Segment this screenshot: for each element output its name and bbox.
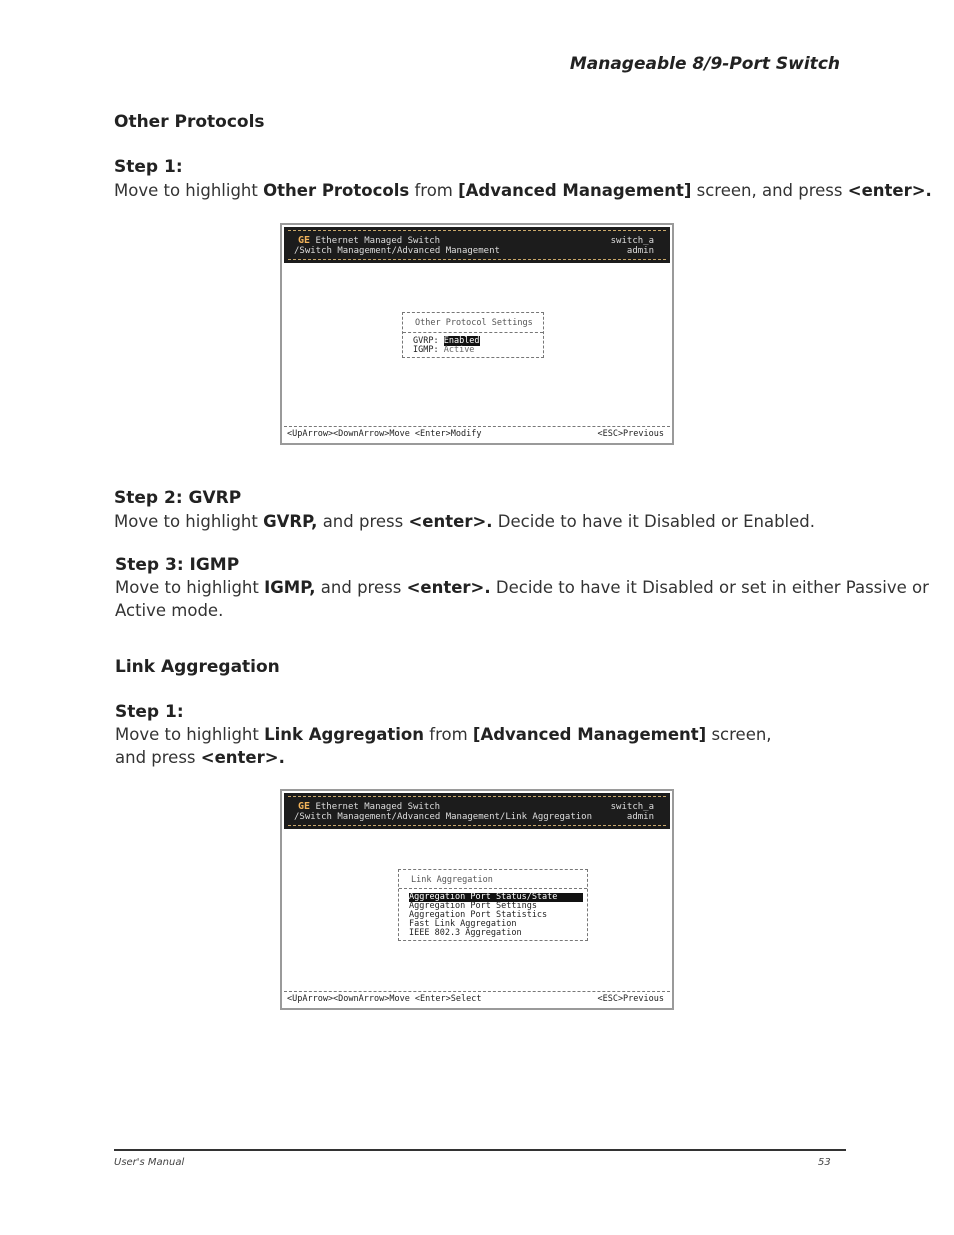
hostname: switch_a [610, 802, 654, 812]
section-heading-other-protocols: Other Protocols [114, 112, 265, 132]
setting-row-gvrp[interactable]: GVRP: Enabled [413, 336, 480, 346]
la-step1-label: Step 1: [115, 702, 184, 722]
menu-item[interactable]: Aggregation Port Statistics [409, 910, 548, 920]
box-title: Link Aggregation [411, 875, 493, 885]
setting-row-igmp[interactable]: IGMP: Active [413, 345, 475, 355]
settings-box [402, 312, 544, 358]
page-number: 53 [818, 1157, 831, 1168]
step2-text: Move to highlight GVRP, and press <enter>. Decide to have it Disabled or Enabled. [114, 512, 815, 531]
product-name: Ethernet Managed Switch [315, 802, 441, 812]
gvrp-value[interactable]: Enabled [443, 336, 480, 346]
footer-rule [114, 1149, 846, 1151]
terminal-footer [284, 426, 670, 441]
username: admin [626, 246, 654, 256]
ge-logo: GE [298, 801, 311, 812]
terminal-header [284, 793, 670, 829]
section-heading-link-aggregation: Link Aggregation [115, 657, 280, 677]
hostname: switch_a [610, 236, 654, 246]
footer-manual-label: User's Manual [114, 1157, 185, 1168]
la-step1-text: Move to highlight Link Aggregation from [Advanced Management] screen, and press <enter>. [115, 725, 772, 767]
footer-escape: <ESC>Previous [597, 994, 664, 1004]
menu-path: /Switch Management/Advanced Management [294, 246, 500, 256]
menu-path: /Switch Management/Advanced Management/Link Aggregation [294, 812, 593, 822]
box-title: Other Protocol Settings [415, 318, 533, 328]
menu-item[interactable]: Aggregation Port Status/State [409, 893, 583, 902]
igmp-value[interactable]: Active [443, 345, 475, 355]
terminal-header [284, 227, 670, 263]
step1-label: Step 1: [114, 157, 183, 177]
menu-item[interactable]: Fast Link Aggregation [409, 919, 517, 929]
step3-label: Step 3: IGMP [115, 555, 240, 575]
footer-keys: <UpArrow><DownArrow>Move <Enter>Select [287, 994, 482, 1004]
step2-label: Step 2: GVRP [114, 488, 242, 508]
step3-text: Move to highlight IGMP, and press <enter>. Decide to have it Disabled or set in either Passive or Active mode. [115, 578, 929, 620]
footer-escape: <ESC>Previous [597, 429, 664, 439]
menu-item[interactable]: Aggregation Port Settings [409, 901, 537, 911]
username: admin [626, 812, 654, 822]
terminal-screenshot-link-aggregation [280, 789, 674, 1010]
product-name: Ethernet Managed Switch [315, 236, 441, 246]
running-header: Manageable 8/9-Port Switch [569, 54, 840, 74]
terminal-screenshot-other-protocols [280, 223, 674, 445]
step1-text: Move to highlight Other Protocols from [Advanced Management] screen, and press <enter>. [114, 181, 932, 200]
link-aggregation-menu-box [398, 869, 588, 941]
terminal-footer [284, 991, 670, 1006]
footer-keys: <UpArrow><DownArrow>Move <Enter>Modify [287, 429, 482, 439]
menu-item[interactable]: IEEE 802.3 Aggregation [409, 928, 522, 938]
ge-logo: GE [298, 235, 311, 246]
